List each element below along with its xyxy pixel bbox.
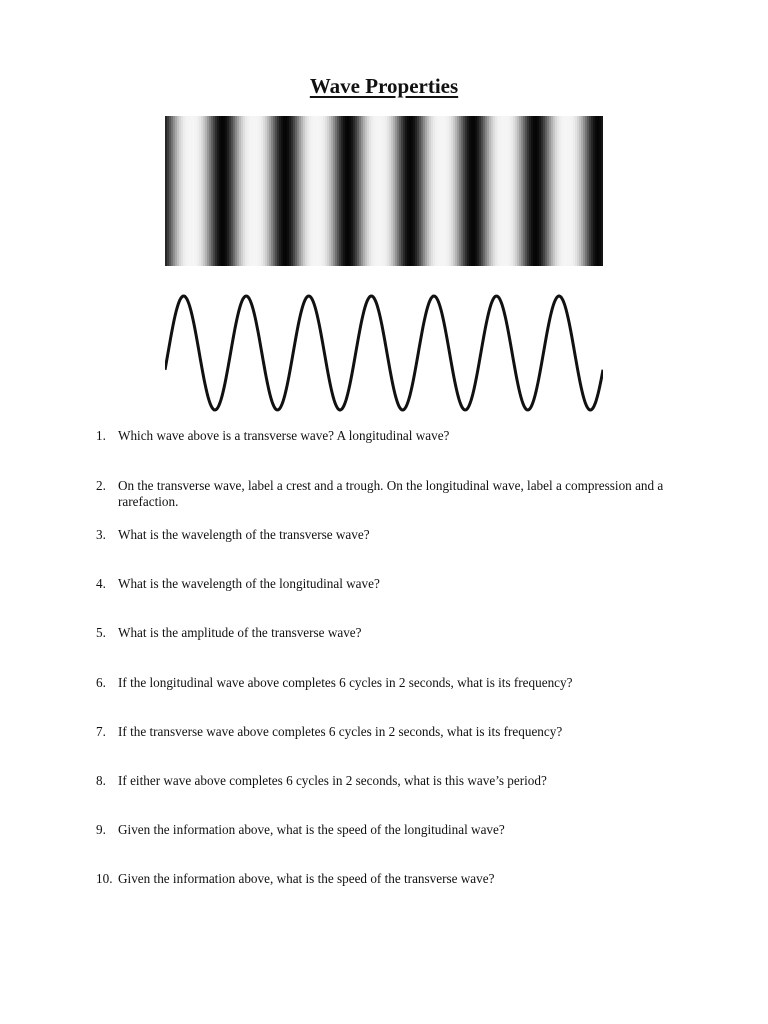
question-9 (96, 822, 706, 838)
question-text: On the transverse wave, label a crest and a trough. On the longitudinal wave, label a compression and a rarefaction. (118, 478, 664, 509)
question-7 (96, 724, 706, 740)
question-text: What is the amplitude of the transverse wave? (118, 625, 362, 640)
question-number: 4. (96, 576, 106, 591)
question-6 (96, 675, 706, 691)
question-10 (96, 871, 706, 887)
question-number: 10. (96, 871, 113, 886)
question-number: 9. (96, 822, 106, 837)
question-number: 3. (96, 527, 106, 542)
question-2 (96, 478, 706, 510)
question-number: 6. (96, 675, 106, 690)
question-text: If the longitudinal wave above completes 6 cycles in 2 seconds, what is its frequency? (118, 675, 573, 690)
question-text: If the transverse wave above completes 6 cycles in 2 seconds, what is its frequency? (118, 724, 563, 739)
longitudinal-wave-image (165, 116, 603, 266)
question-1 (96, 428, 706, 444)
question-text: If either wave above completes 6 cycles in 2 seconds, what is this wave’s period? (118, 773, 547, 788)
question-number: 5. (96, 625, 106, 640)
question-text: Which wave above is a transverse wave? A longitudinal wave? (118, 428, 450, 443)
question-3 (96, 527, 706, 543)
transverse-wave-svg (165, 290, 603, 416)
page-title: Wave Properties (309, 74, 459, 98)
question-text: What is the wavelength of the longitudinal wave? (118, 576, 380, 591)
longitudinal-wave-svg (165, 116, 603, 266)
transverse-wave-image (165, 290, 603, 416)
question-8 (96, 773, 706, 789)
question-number: 8. (96, 773, 106, 788)
question-text: Given the information above, what is the speed of the longitudinal wave? (118, 822, 505, 837)
transverse-wave-line (165, 296, 603, 410)
question-text: What is the wavelength of the transverse wave? (118, 527, 370, 542)
question-4 (96, 576, 706, 592)
question-number: 7. (96, 724, 106, 739)
longitudinal-band (601, 116, 603, 266)
question-number: 2. (96, 478, 106, 493)
question-number: 1. (96, 428, 106, 443)
question-5 (96, 625, 706, 641)
question-text: Given the information above, what is the speed of the transverse wave? (118, 871, 495, 886)
